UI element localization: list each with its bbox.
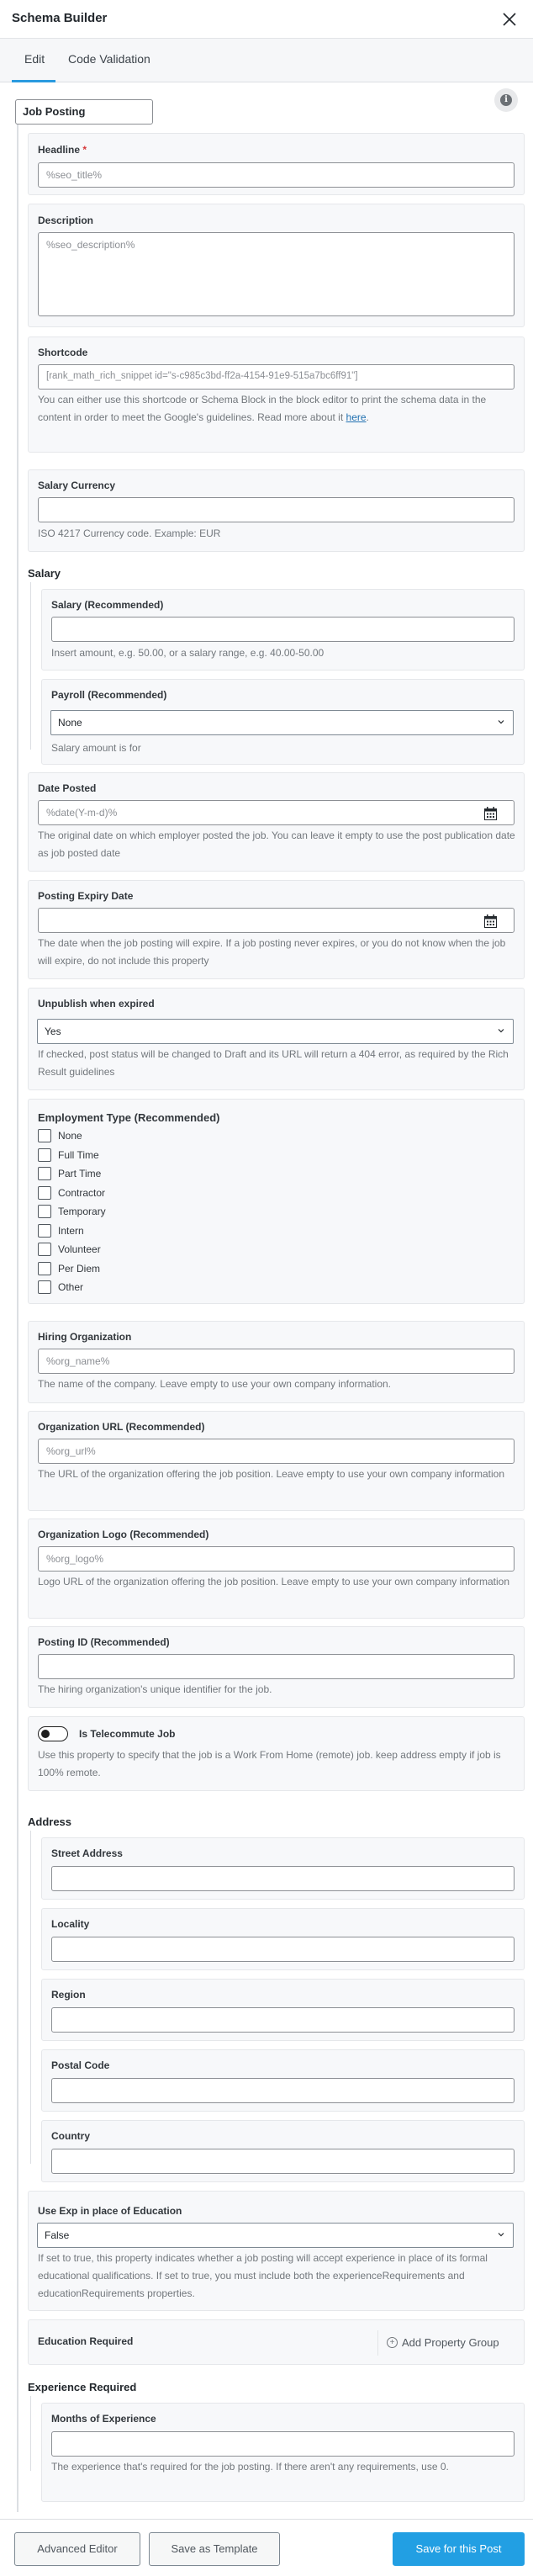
exp-in-place-help: If set to true, this property indicates whether a job posting will accept experience in place of its formal educational qualifications. If set to true, you must include both the experienceRequirements and educationRequirements properties. bbox=[38, 2252, 488, 2299]
salary-currency-help: ISO 4217 Currency code. Example: EUR bbox=[38, 527, 221, 539]
checkbox-label: Part Time bbox=[58, 1168, 102, 1180]
tab-code-validation[interactable]: Code Validation bbox=[68, 52, 150, 66]
shortcode-label: Shortcode bbox=[38, 347, 88, 358]
calendar-icon[interactable] bbox=[484, 807, 497, 820]
posting-id-help: The hiring organization's unique identifier for the job. bbox=[38, 1683, 272, 1695]
exp-in-place-label: Use Exp in place of Education bbox=[38, 2205, 182, 2217]
date-posted-input[interactable] bbox=[38, 800, 515, 825]
postal-input[interactable] bbox=[51, 2078, 515, 2103]
close-icon[interactable] bbox=[501, 11, 518, 28]
tree-line-main bbox=[17, 125, 18, 2512]
headline-label: Headline bbox=[38, 144, 81, 156]
checkbox-none[interactable] bbox=[38, 1126, 106, 1146]
salary-currency-label: Salary Currency bbox=[38, 480, 116, 491]
posting-id-card bbox=[28, 1626, 525, 1708]
plus-circle-icon: + bbox=[387, 2337, 398, 2348]
postal-label: Postal Code bbox=[51, 2059, 110, 2071]
required-mark: * bbox=[82, 144, 87, 156]
unpublish-card bbox=[28, 988, 525, 1090]
telecommute-help: Use this property to specify that the job is a Work From Home (remote) job. keep address empty if job is 100% remote. bbox=[38, 1749, 501, 1778]
expiry-date-label: Posting Expiry Date bbox=[38, 890, 134, 902]
checkbox[interactable] bbox=[38, 1262, 51, 1275]
tab-edit[interactable]: Edit bbox=[24, 52, 45, 66]
exp-in-place-selected: False bbox=[45, 2229, 70, 2241]
read-more-link[interactable]: here bbox=[346, 411, 367, 423]
payroll-label: Payroll (Recommended) bbox=[51, 689, 167, 701]
checkbox-label: Intern bbox=[58, 1224, 84, 1237]
posting-id-label: Posting ID (Recommended) bbox=[38, 1636, 170, 1648]
tree-line-experience bbox=[30, 2396, 31, 2471]
checkbox-temporary[interactable] bbox=[38, 1202, 106, 1222]
org-logo-help: Logo URL of the organization offering the job position. Leave empty to use your own company information bbox=[38, 1576, 510, 1587]
payroll-selected: None bbox=[58, 717, 82, 729]
checkbox-other[interactable] bbox=[38, 1278, 106, 1297]
save-for-post-button[interactable]: Save for this Post bbox=[393, 2532, 525, 2566]
add-property-group-label: Add Property Group bbox=[402, 2336, 499, 2349]
checkbox-label: None bbox=[58, 1130, 82, 1142]
region-label: Region bbox=[51, 1989, 86, 2001]
payroll-card bbox=[41, 679, 525, 765]
checkbox[interactable] bbox=[38, 1205, 51, 1218]
org-logo-label: Organization Logo (Recommended) bbox=[38, 1529, 209, 1540]
street-label: Street Address bbox=[51, 1847, 123, 1859]
locality-label: Locality bbox=[51, 1918, 90, 1930]
region-input[interactable] bbox=[51, 2007, 515, 2033]
hiring-org-label: Hiring Organization bbox=[38, 1331, 132, 1343]
date-posted-label: Date Posted bbox=[38, 782, 97, 794]
unpublish-selected: Yes bbox=[45, 1026, 61, 1037]
advanced-editor-button[interactable]: Advanced Editor bbox=[14, 2532, 140, 2566]
telecommute-toggle[interactable] bbox=[38, 1726, 68, 1741]
salary-group-label: Salary bbox=[28, 567, 61, 580]
checkbox[interactable] bbox=[38, 1148, 51, 1162]
postal-card bbox=[41, 2049, 525, 2112]
checkbox-contractor[interactable] bbox=[38, 1184, 106, 1203]
tree-line-address bbox=[30, 1831, 31, 2164]
save-as-template-button[interactable]: Save as Template bbox=[149, 2532, 280, 2566]
unpublish-select[interactable] bbox=[37, 1019, 514, 1044]
active-tab-indicator bbox=[12, 80, 55, 82]
address-group-label: Address bbox=[28, 1815, 72, 1828]
experience-group-label: Experience Required bbox=[28, 2381, 137, 2393]
description-card bbox=[28, 204, 525, 327]
telecommute-label: Is Telecommute Job bbox=[79, 1728, 176, 1740]
shortcode-help bbox=[38, 391, 515, 427]
checkbox-label: Full Time bbox=[58, 1148, 99, 1161]
schema-type-title: Job Posting bbox=[15, 99, 153, 125]
org-url-card bbox=[28, 1411, 525, 1511]
country-input[interactable] bbox=[51, 2149, 515, 2174]
salary-help: Insert amount, e.g. 50.00, or a salary range, e.g. 40.00-50.00 bbox=[51, 647, 325, 659]
checkbox-part-time[interactable] bbox=[38, 1164, 106, 1184]
headline-card bbox=[28, 133, 525, 195]
education-label: Education Required bbox=[38, 2335, 134, 2347]
expiry-date-card bbox=[28, 880, 525, 979]
org-url-help: The URL of the organization offering the job position. Leave empty to use your own company information bbox=[38, 1468, 504, 1480]
description-label: Description bbox=[38, 215, 94, 226]
posting-id-input[interactable] bbox=[38, 1654, 515, 1679]
footer-divider bbox=[0, 2519, 533, 2520]
org-url-label: Organization URL (Recommended) bbox=[38, 1421, 205, 1433]
calendar-icon[interactable] bbox=[484, 914, 497, 928]
toggle-knob bbox=[41, 1730, 50, 1738]
locality-card bbox=[41, 1908, 525, 1970]
telecommute-card bbox=[28, 1716, 525, 1791]
checkbox-volunteer[interactable] bbox=[38, 1240, 106, 1259]
months-exp-help: The experience that's required for the job posting. If there aren't any requirements, use 0. bbox=[51, 2461, 449, 2473]
chevron-down-icon bbox=[498, 2231, 504, 2238]
hiring-org-help: The name of the company. Leave empty to use your own company information. bbox=[38, 1378, 391, 1390]
employment-type-card bbox=[28, 1099, 525, 1304]
headline-input[interactable]: %seo_title% bbox=[38, 162, 515, 188]
checkbox-full-time[interactable] bbox=[38, 1146, 106, 1165]
region-card bbox=[41, 1979, 525, 2041]
checkbox[interactable] bbox=[38, 1280, 51, 1294]
date-posted-card bbox=[28, 772, 525, 872]
salary-label: Salary (Recommended) bbox=[51, 599, 164, 611]
months-exp-label: Months of Experience bbox=[51, 2413, 156, 2425]
checkbox-label: Other bbox=[58, 1281, 84, 1294]
checkbox-label: Per Diem bbox=[58, 1262, 101, 1275]
shortcode-card bbox=[28, 337, 525, 453]
country-label: Country bbox=[51, 2130, 90, 2142]
checkbox[interactable] bbox=[38, 1243, 51, 1256]
exp-in-place-card bbox=[28, 2191, 525, 2311]
shortcode-help-end: . bbox=[366, 411, 369, 423]
months-exp-input[interactable] bbox=[51, 2431, 515, 2457]
checkbox[interactable] bbox=[38, 1167, 51, 1180]
tab-bar bbox=[0, 39, 533, 104]
shortcode-input[interactable]: [rank_math_rich_snippet id="s-c985c3bd-ff2a-4154-91e9-515a7bc6ff91"] bbox=[38, 364, 515, 390]
checkbox[interactable] bbox=[38, 1224, 51, 1238]
modal-title: Schema Builder bbox=[12, 11, 108, 25]
expiry-date-input[interactable] bbox=[38, 908, 515, 933]
tree-line-salary bbox=[30, 582, 31, 750]
unpublish-help: If checked, post status will be changed to Draft and its URL will return a 404 error, as required by the Rich Result guidelines bbox=[38, 1048, 509, 1078]
street-input[interactable] bbox=[51, 1866, 515, 1891]
date-posted-help: The original date on which employer posted the job. You can leave it empty to use the post publication date as job posted date bbox=[38, 830, 515, 859]
country-card bbox=[41, 2120, 525, 2182]
payroll-help: Salary amount is for bbox=[51, 742, 141, 754]
expiry-date-help: The date when the job posting will expire. If a job posting never expires, or you do not know when the job will expire, do not include this property bbox=[38, 937, 506, 967]
salary-currency-input[interactable] bbox=[38, 497, 515, 522]
chevron-down-icon bbox=[498, 718, 504, 725]
date-posted-placeholder: %date(Y-m-d)% bbox=[46, 807, 118, 819]
shortcode-help-text: You can either use this shortcode or Schema Block in the block editor to print the schema data in the content in order to meet the Google's guidelines. Read more about it bbox=[38, 394, 487, 423]
checkbox-per-diem[interactable] bbox=[38, 1259, 106, 1279]
hiring-org-input[interactable]: %org_name% bbox=[38, 1349, 515, 1374]
salary-input[interactable] bbox=[51, 617, 515, 642]
org-logo-card bbox=[28, 1519, 525, 1619]
employment-type-label: Employment Type (Recommended) bbox=[38, 1111, 220, 1124]
info-icon: i bbox=[500, 94, 512, 106]
months-exp-card bbox=[41, 2403, 525, 2502]
payroll-select[interactable] bbox=[50, 710, 514, 735]
org-logo-input[interactable]: %org_logo% bbox=[38, 1546, 515, 1572]
salary-card bbox=[41, 589, 525, 671]
info-button[interactable] bbox=[494, 88, 518, 112]
checkbox[interactable] bbox=[38, 1129, 51, 1142]
checkbox-label: Volunteer bbox=[58, 1243, 101, 1256]
education-card bbox=[28, 2319, 525, 2365]
checkbox[interactable] bbox=[38, 1186, 51, 1200]
hiring-org-card bbox=[28, 1321, 525, 1403]
checkbox-intern[interactable] bbox=[38, 1222, 106, 1241]
salary-currency-card bbox=[28, 469, 525, 552]
checkbox-label: Contractor bbox=[58, 1186, 106, 1199]
employment-type-options bbox=[38, 1126, 106, 1297]
description-textarea[interactable]: %seo_description% bbox=[38, 232, 515, 316]
add-property-group-button[interactable] bbox=[387, 2336, 499, 2349]
street-card bbox=[41, 1837, 525, 1900]
exp-in-place-select[interactable] bbox=[37, 2223, 514, 2248]
unpublish-label: Unpublish when expired bbox=[38, 998, 155, 1010]
checkbox-label: Temporary bbox=[58, 1206, 106, 1218]
chevron-down-icon bbox=[498, 1027, 504, 1034]
locality-input[interactable] bbox=[51, 1937, 515, 1962]
org-url-input[interactable]: %org_url% bbox=[38, 1439, 515, 1464]
divider bbox=[377, 2330, 378, 2356]
